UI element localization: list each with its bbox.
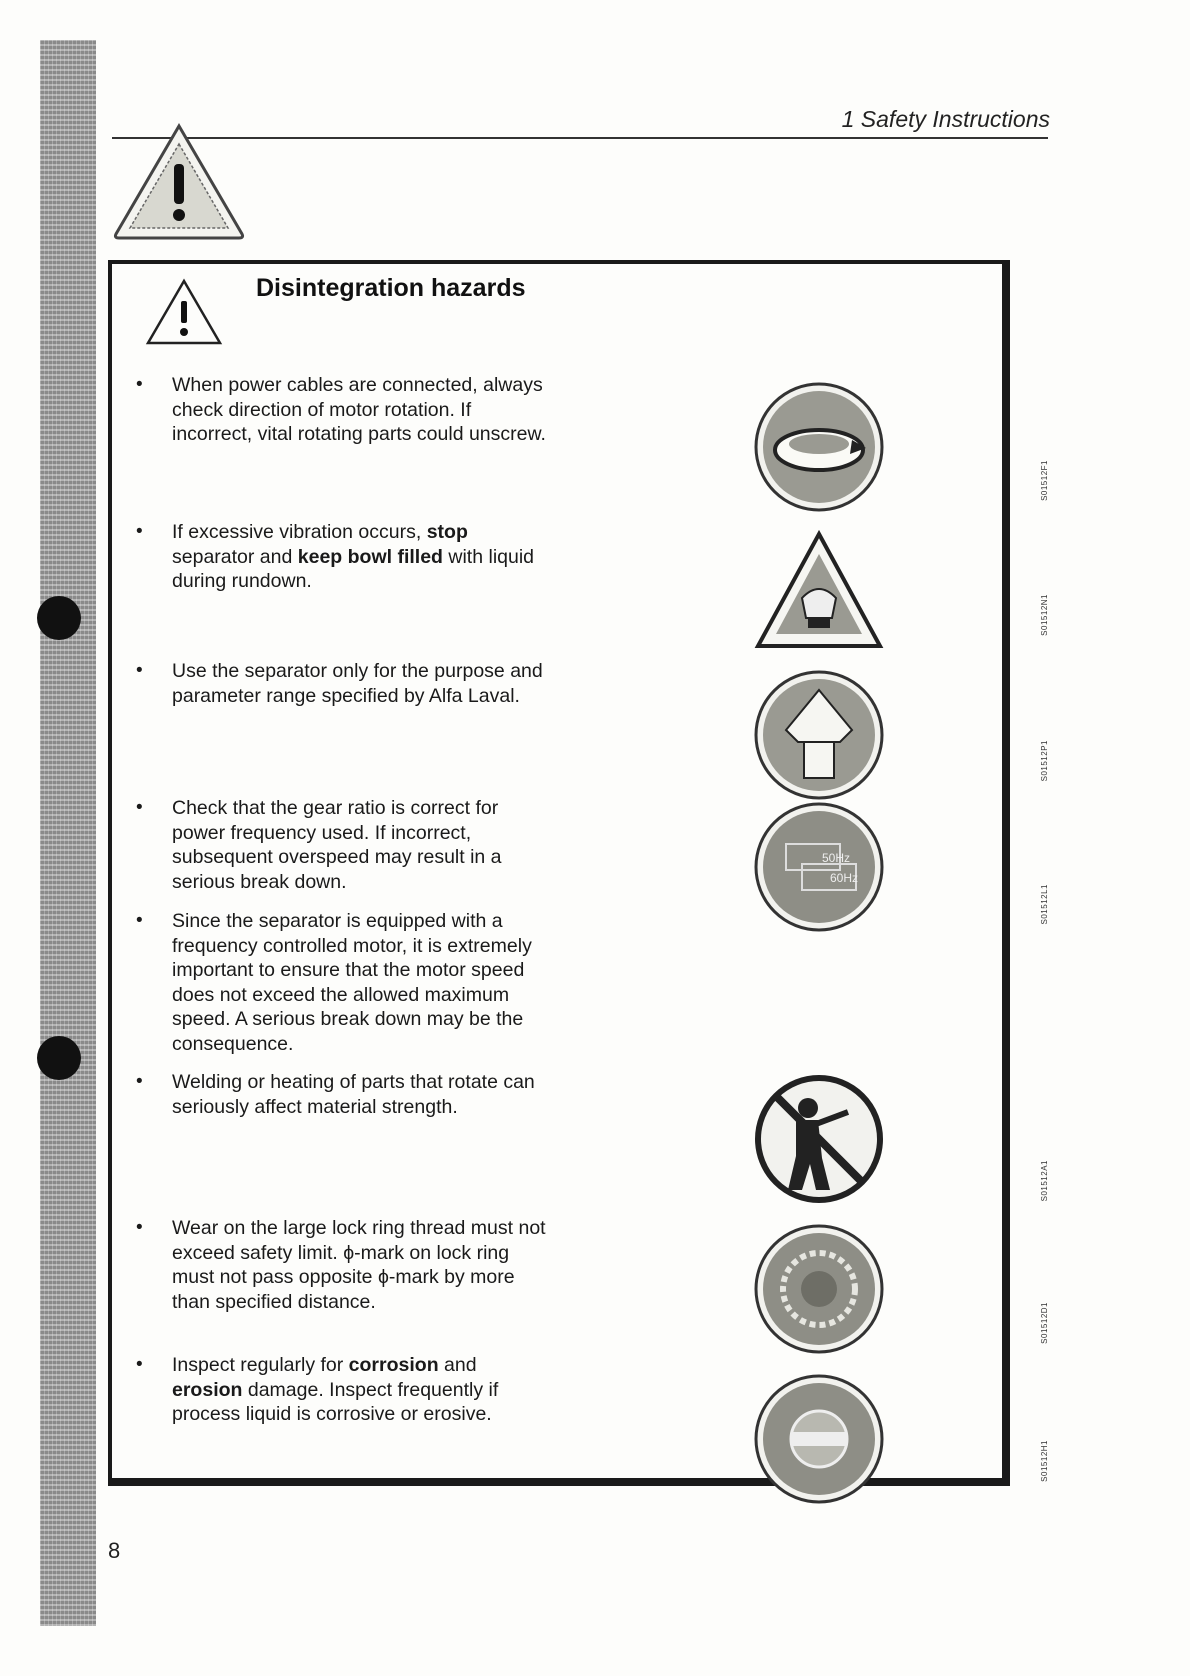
binding-strip — [40, 40, 96, 1626]
section-title: 1 Safety Instructions — [841, 106, 1050, 132]
small-warning-triangle-icon — [144, 277, 224, 347]
hazard-item-lock-ring — [172, 1216, 552, 1314]
image-code: S01512L1 — [1040, 884, 1049, 925]
image-code: S01512A1 — [1040, 1160, 1049, 1202]
hazard-item-welding — [172, 1070, 552, 1119]
hazard-text: Use the separator only for the purpose and parameter range specified by Alfa Laval. — [172, 660, 543, 707]
hazard-item-purpose — [172, 659, 552, 708]
image-code: S01512D1 — [1040, 1302, 1049, 1344]
image-code: S01512P1 — [1040, 740, 1049, 782]
power-frequency-icon — [752, 800, 886, 934]
hazard-text: When power cables are connected, always check direction of motor rotation. If incorrect, vital rotating parts could unscrew. — [172, 374, 546, 445]
hazard-text: Welding or heating of parts that rotate can seriously affect material strength. — [172, 1071, 535, 1118]
hazard-text: Wear on the large lock ring thread must not exceed safety limit. ϕ-mark on lock ring must not pass opposite ϕ-mark by more than specified distance. — [172, 1217, 546, 1313]
hazard-text: Since the separator is equipped with a frequency controlled motor, it is extremely important to ensure that the motor speed does not exceed the allowed maximum speed. A serious break down may be the consequence. — [172, 910, 532, 1055]
label-60hz: 60Hz — [830, 871, 859, 885]
image-code: S01512H1 — [1040, 1440, 1049, 1482]
vibration-warning-icon — [752, 528, 886, 662]
corrosion-inspection-icon — [752, 1372, 886, 1506]
punch-hole-bottom — [37, 1036, 81, 1080]
hazard-item-frequency-motor — [172, 909, 552, 1056]
header-rule — [112, 137, 1048, 139]
hazard-title: Disintegration hazards — [256, 274, 526, 302]
image-code: S01512N1 — [1040, 594, 1049, 636]
no-welding-icon — [752, 1072, 886, 1206]
hazard-item-gear-ratio — [172, 796, 552, 894]
punch-hole-top — [37, 596, 81, 640]
label-50hz: 50Hz — [822, 851, 851, 865]
hazard-text: Inspect regularly for corrosion and erosion damage. Inspect frequently if process liquid is corrosive or erosive. — [172, 1354, 499, 1425]
warning-triangle-icon — [112, 122, 246, 242]
hazard-text: Check that the gear ratio is correct for power frequency used. If incorrect, subsequent overspeed may result in a serious break down. — [172, 797, 502, 893]
page-number: 8 — [108, 1538, 121, 1563]
hazard-text: If excessive vibration occurs, stop separator and keep bowl filled with liquid during rundown. — [172, 521, 535, 592]
separator-parameters-icon — [752, 668, 886, 802]
lock-ring-icon — [752, 1222, 886, 1356]
hazard-item-corrosion — [172, 1353, 552, 1427]
hazard-item-vibration — [172, 520, 552, 594]
image-code: S01512F1 — [1040, 460, 1049, 501]
hazard-item-rotation — [172, 373, 552, 447]
rotation-direction-icon — [752, 380, 886, 514]
